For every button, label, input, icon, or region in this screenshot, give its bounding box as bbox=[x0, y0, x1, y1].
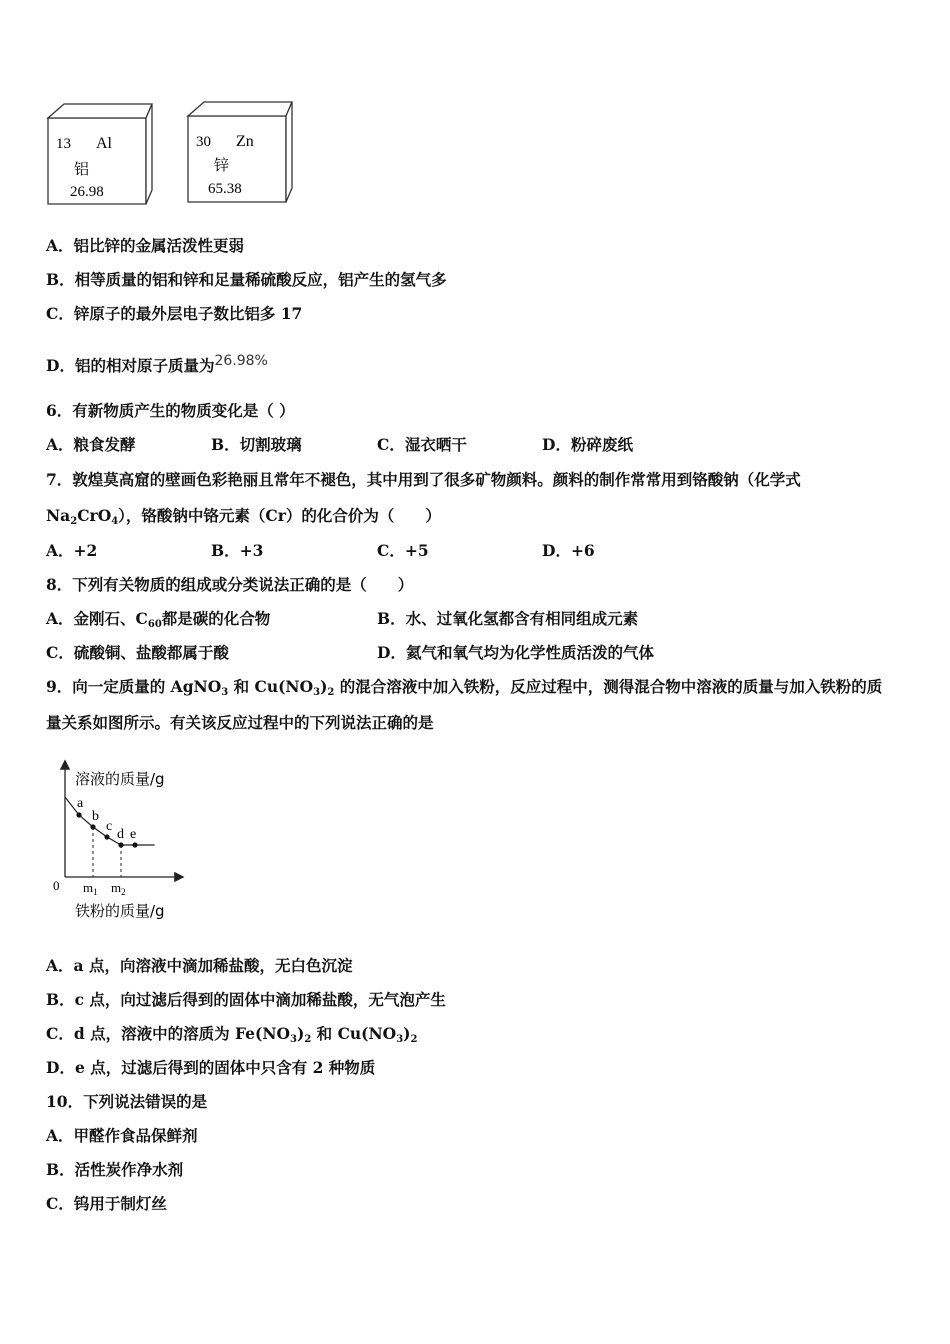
q10-option-b: B．活性炭作净水剂 bbox=[46, 1160, 184, 1179]
q5-option-d-value: 26.98% bbox=[214, 353, 268, 369]
origin-label: 0 bbox=[53, 878, 60, 893]
x-tick-label: $m_1$ bbox=[83, 880, 98, 897]
q9-chart bbox=[44, 756, 194, 926]
y-axis-label: 溶液的质量/g bbox=[75, 770, 165, 788]
data-point-label: d bbox=[117, 827, 124, 842]
element-card-zn bbox=[188, 102, 292, 202]
x-tick-label: $m_2$ bbox=[111, 880, 126, 897]
q7-stem-line1: 7．敦煌莫高窟的壁画色彩艳丽且常年不褪色，其中用到了很多矿物颜料。颜料的制作常常用到铬酸钠（化学式 bbox=[46, 470, 801, 489]
q9-option-b: B．c 点，向过滤后得到的固体中滴加稀盐酸，无气泡产生 bbox=[46, 990, 446, 1009]
al-number: 13 bbox=[56, 136, 71, 152]
zn-number: 30 bbox=[196, 134, 211, 150]
data-point-d bbox=[118, 842, 123, 847]
q5-option-d bbox=[46, 351, 268, 376]
q7-option-c: C．+5 bbox=[377, 541, 429, 560]
zn-mass: 65.38 bbox=[208, 181, 242, 197]
q9-stem-line1: 9．向一定质量的 AgNO$_3$ 和 $Cu(NO_3)_2$ 的混合溶液中加入铁粉，反应过程中，测得混合物中溶液的质量与加入铁粉的质 bbox=[46, 677, 883, 698]
data-point-label: a bbox=[77, 796, 84, 811]
data-point-c bbox=[104, 834, 109, 839]
q5-option-b: B．相等质量的铝和锌和足量稀硫酸反应，铝产生的氢气多 bbox=[46, 270, 447, 289]
q8-stem: 8．下列有关物质的组成或分类说法正确的是（ ） bbox=[46, 575, 414, 594]
q5-option-a: A．铝比锌的金属活泼性更弱 bbox=[46, 236, 245, 255]
q10-option-c: C．钨用于制灯丝 bbox=[46, 1194, 167, 1213]
al-symbol: Al bbox=[96, 135, 112, 152]
data-point-a bbox=[76, 812, 81, 817]
q7-option-a: A．+2 bbox=[46, 541, 98, 560]
q9-option-d: D．e 点，过滤后得到的固体中只含有 2 种物质 bbox=[46, 1058, 376, 1077]
q9-stem-line2: 量关系如图所示。有关该反应过程中的下列说法正确的是 bbox=[46, 713, 434, 732]
data-point-b bbox=[90, 824, 95, 829]
q8-option-c: C．硫酸铜、盐酸都属于酸 bbox=[46, 643, 229, 662]
q7-option-d: D．+6 bbox=[542, 541, 595, 560]
q6-option-c: C．湿衣晒干 bbox=[377, 435, 467, 454]
zn-symbol: Zn bbox=[236, 133, 254, 150]
q6-option-d: D．粉碎废纸 bbox=[542, 435, 633, 454]
al-mass: 26.98 bbox=[70, 184, 104, 200]
q10-stem: 10．下列说法错误的是 bbox=[46, 1092, 208, 1111]
q7-stem-line2: $Na_2CrO_4$），铬酸钠中铬元素（Cr）的化合价为（ ） bbox=[46, 506, 441, 527]
element-cards bbox=[40, 96, 310, 212]
x-axis-label: 铁粉的质量/g bbox=[75, 902, 165, 920]
element-card-al bbox=[48, 104, 152, 204]
q10-option-a: A．甲醛作食品保鲜剂 bbox=[46, 1126, 198, 1145]
data-point-label: c bbox=[106, 819, 113, 834]
q8-option-a: A．金刚石、$C_{60}$都是碳的化合物 bbox=[46, 609, 271, 630]
q9-option-a: A．a 点，向溶液中滴加稀盐酸，无白色沉淀 bbox=[46, 956, 353, 975]
q9-option-c: C．d 点，溶液中的溶质为 $Fe(NO_3)_2$ 和 $Cu(NO_3)_2$ bbox=[46, 1024, 418, 1045]
q7-option-b: B．+3 bbox=[211, 541, 264, 560]
zn-name: 锌 bbox=[214, 156, 230, 174]
data-point-label: b bbox=[92, 809, 99, 824]
q5-option-d-label: D．铝的相对原子质量为 bbox=[46, 356, 215, 375]
q6-option-a: A．粮食发酵 bbox=[46, 435, 136, 454]
data-point-e bbox=[132, 842, 137, 847]
data-point-label: e bbox=[130, 827, 137, 842]
q8-option-d: D．氦气和氧气均为化学性质活泼的气体 bbox=[377, 643, 654, 662]
q6-option-b: B．切割玻璃 bbox=[211, 435, 302, 454]
q8-option-b: B．水、过氧化氢都含有相同组成元素 bbox=[377, 609, 639, 628]
q6-stem: 6．有新物质产生的物质变化是（ ） bbox=[46, 401, 295, 420]
al-name: 铝 bbox=[74, 160, 90, 178]
q5-option-c: C．锌原子的最外层电子数比铝多 17 bbox=[46, 304, 303, 323]
